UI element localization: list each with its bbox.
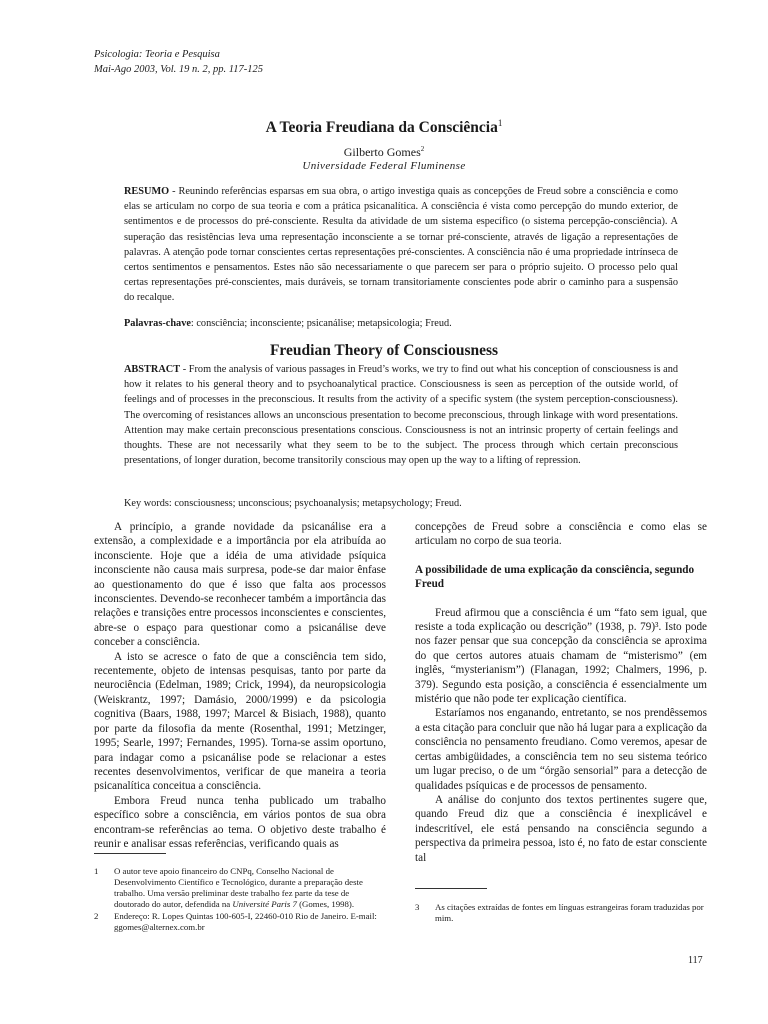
resumo-label: RESUMO xyxy=(124,186,170,197)
footnote-text: As citações extraídas de fontes em línguas estrangeiras foram traduzidas por mim. xyxy=(435,902,704,923)
journal-issue: Mai-Ago 2003, Vol. 19 n. 2, pp. 117-125 xyxy=(94,64,263,75)
english-title: Freudian Theory of Consciousness xyxy=(269,342,499,359)
body-paragraph: Embora Freud nunca tenha publicado um trabalho específico sobre a consciência, em vários pontos de sua obra encontram-se referências ao tema. O objetivo deste trabalho é reunir e analisar essas referências, verificando quais as xyxy=(94,794,386,850)
footnote-number: 3 xyxy=(415,902,420,912)
footnotes-left xyxy=(94,866,386,933)
author xyxy=(0,145,768,160)
palavras-chave xyxy=(124,316,678,331)
body-paragraph: A análise do conjunto dos textos pertinentes sugere que, quando Freud diz que a consciência é inexplicável e indescritível, ele está pensando na consciência segundo a perspectiva da primeira pessoa, isto é, no fato de estar consciente tal xyxy=(415,793,707,864)
keywords-text: : consciousness; unconscious; psychoanalysis; metapsychology; Freud. xyxy=(168,498,462,509)
abstract-label: ABSTRACT xyxy=(124,364,181,375)
article-title xyxy=(0,118,768,137)
abstract-paragraph xyxy=(124,362,678,468)
footnote-1 xyxy=(94,866,386,910)
palavras-chave-label: Palavras-chave xyxy=(124,318,191,329)
footnote-italic: Université Paris 7 xyxy=(232,899,297,909)
article-title-text: A Teoria Freudiana da Consciência xyxy=(265,119,498,137)
resumo-paragraph xyxy=(124,184,678,306)
footnote-text-end: (Gomes, 1998). xyxy=(296,899,355,909)
page-number: 117 xyxy=(688,955,703,966)
title-footnote-marker: 1 xyxy=(497,118,503,128)
body-column-left xyxy=(94,520,386,851)
footnote-3 xyxy=(415,902,707,924)
body-paragraph: concepções de Freud sobre a consciência e como elas se articulam no corpo de sua teoria. xyxy=(415,521,707,548)
footnote-text: O autor teve apoio financeiro do CNPq, Conselho Nacional de Desenvolvimento Científico e Tecnológico, durante a preparação deste trabalho. Uma versão preliminar deste trabalho fez parte da tese de doutorado do autor, defendida na xyxy=(114,866,363,909)
journal-header xyxy=(94,47,263,77)
keywords-label: Key words xyxy=(124,498,169,509)
palavras-chave-text: : consciência; inconsciente; psicanálise; metapsicologia; Freud. xyxy=(190,318,452,329)
keywords xyxy=(124,496,678,511)
affiliation: Universidade Federal Fluminense xyxy=(302,160,466,172)
section-heading: A possibilidade de uma explicação da consciência, segundo Freud xyxy=(415,563,695,591)
body-paragraph: A princípio, a grande novidade da psicanálise era a extensão, a complexidade e a importância por ela atribuída ao inconsciente. Hoje que a idéia de uma atividade psíquica inconsciente não causa mais surpresa, pode-se dar maior ênfase ao questionamento do que é isso que falta aos processos inconscientes. Devendo-se reconhecer também a importância das relações e transições entre processos inconscientes e conscientes, abre-se o espaço para questionar como a psicanálise deve conceber a consciência. xyxy=(94,521,386,649)
body-paragraph: Estaríamos nos enganando, entretanto, se nos prendêssemos a esta citação para concluir que não há lugar para a explicação da consciência no pensamento freudiano. Como veremos, apesar de certas ambigüidades, a consciência tem no seu sistema teórico um lugar preciso, o de um “órgão sensorial” para a detecção de qualidades psíquicas e de processos de pensamento. xyxy=(415,707,707,792)
footnotes-right xyxy=(415,902,707,924)
author-footnote-marker: 2 xyxy=(420,145,425,153)
resumo-text: - Reunindo referências esparsas em sua obra, o artigo investiga quais as concepções de Freud sobre a consciência e como elas se articulam no corpo de sua teoria e com a prática psicanalítica. A consciência é vista como percepção do mundo exterior, de sentimentos e de processos do pré-consciente. Resulta da atividade de um sistema específico (o sistema percepção-consciência). A superação das resistências leva uma representação inconsciente a se tornar pré-consciente, através de ligação a representações de palavras. A atenção pode tornar conscientes certas representações pré-conscientes. A consciência não é uma propriedade intrínseca de certos sentimentos e pensamentos. Estes não são necessariamente o que parecem ser para o próprio sujeito. O processo pelo qual certas representações pré-conscientes, mais duráveis, se tornam transitoriamente conscientes pode abrir o caminho para a suspensão do recalque. xyxy=(124,186,678,304)
journal-name: Psicologia: Teoria e Pesquisa xyxy=(94,49,220,60)
body-paragraph: Freud afirmou que a consciência é um “fato sem igual, que resiste a toda explicação ou descrição” (1938, p. 79)³. Isto pode nos fazer pensar que sua concepção da consciência se aproxima do que certos autores atuais chamam de “misterismo” (em inglês, “mysterianism”) (Flanagan, 1992; Chalmers, 1996, p. 379). Segundo esta posição, a consciência é essencialmente um mistério que não pode ter explicação científica. xyxy=(415,606,707,706)
abstract-text: - From the analysis of various passages in Freud’s works, we try to find out what his conception of consciousness is and how it relates to his general theory and to psychoanalytical practice. Consciousness is seen as perception of the outside world, of feelings and of processes in the preconscious. It results from the activity of a specific system (the system perception-consciousness). The overcoming of resistances allows an unconscious presentation to become preconscious, through linkage with word presentations. Attention may make certain preconscious presentations conscious. Consciousness is not an intrinsic property of certain feelings and thoughts. These are not necessarily what they seem to be to the subject. The process through which certain preconscious presentations, of longer duration, become transitorily conscious may open up the way to a lifting of repression. xyxy=(124,364,678,467)
body-column-right xyxy=(415,520,707,865)
footnote-text: Endereço: R. Lopes Quintas 100-605-I, 22460-010 Rio de Janeiro. E-mail: ggomes@alternex.com.br xyxy=(114,911,377,932)
footnote-divider xyxy=(94,853,166,854)
footnote-2 xyxy=(94,911,386,933)
author-name: Gilberto Gomes xyxy=(343,145,421,159)
footnote-number: 2 xyxy=(94,911,99,921)
footnote-number: 1 xyxy=(94,866,99,876)
footnote-divider xyxy=(415,888,487,889)
body-paragraph: A isto se acresce o fato de que a consciência tem sido, recentemente, objeto de intensas pesquisas, tanto por parte da neurociência (Edelman, 1989; Crick, 1994), da neuropsicologia (Weiskrantz, 1997; Damásio, 2000/1999) e da psicologia cognitiva (Baars, 1988, 1997; Marcel & Bisiach, 1988), quanto por parte da filosofia da mente (Rosenthal, 1991; Metzinger, 1995; Searle, 1997; Fernandes, 1995). Torna-se assim oportuno, para indagar como a psicanálise pode se relacionar a estes recentes desenvolvimentos, verificar de que maneira a teoria psicanalítica conceitua a consciência. xyxy=(94,650,386,793)
